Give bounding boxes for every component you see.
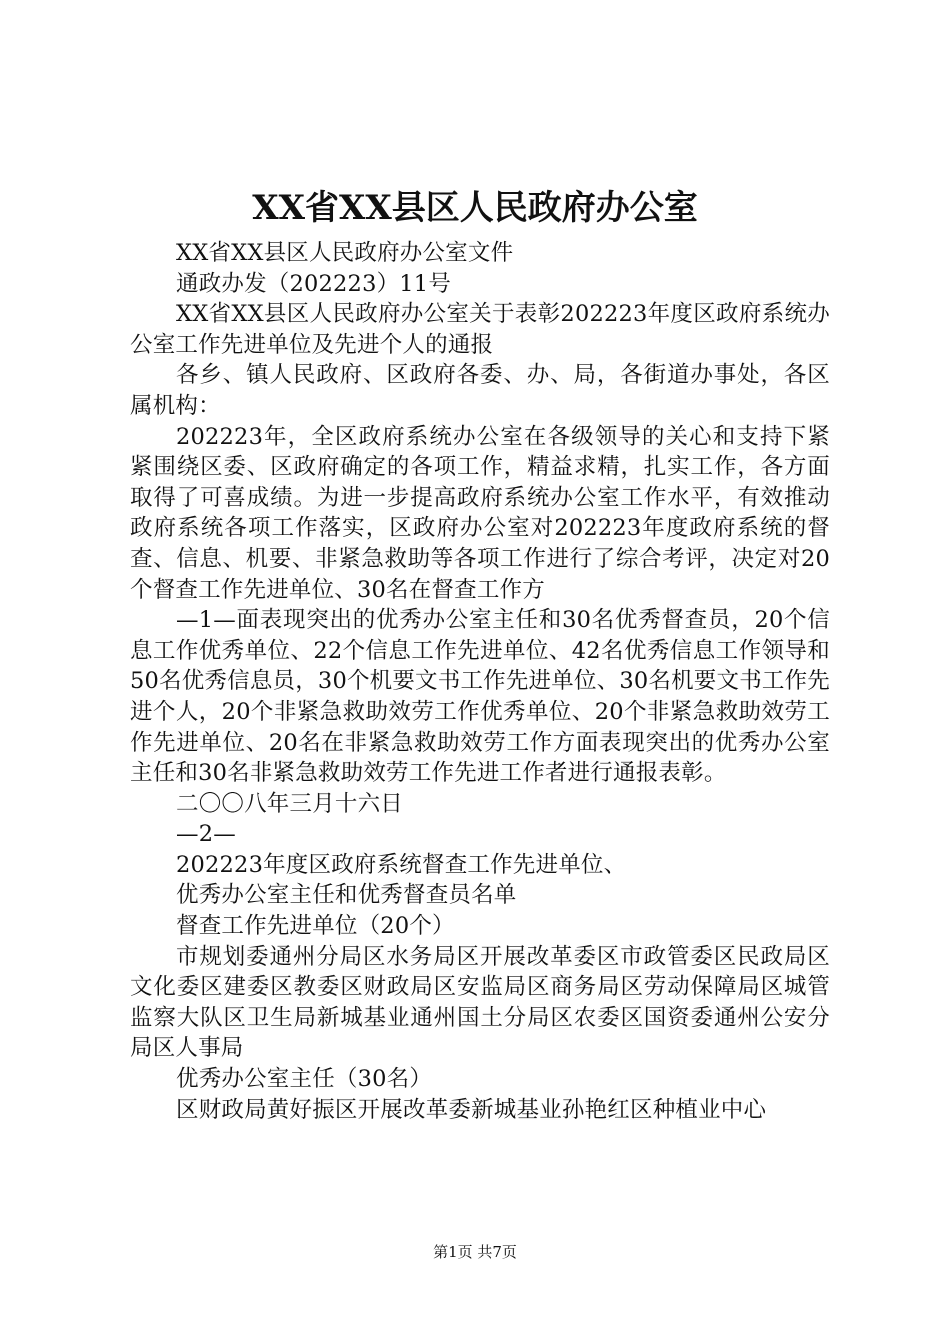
paragraph-list-title-2: 优秀办公室主任和优秀督查员名单 [176,882,517,909]
paragraph-date: 二〇〇八年三月十六日 [176,790,404,817]
paragraph-main-1: 202223年，全区政府系统办公室在各级领导的关心和支持下紧紧围绕区委、区政府确定的各项工作，精益求精，扎实工作，各方面取得了可喜成绩。为进一步提高政府系统办公室工作水平，有效推动政府系统各项工作落实，区政府办公室对202223年度政府系统的督查、信息、机要、非紧急救助等各项工作进行了综合考评，决定对20个督查工作先进单位、30名在督查工作方 [130,423,830,603]
page-footer: 第1页 共7页 [433,1243,517,1261]
paragraph-doc-number: 通政办发（202223）11号 [176,270,452,297]
paragraph-units-list: 市规划委通州分局区水务局区开展改革委区市政管委区民政局区文化委区建委区教委区财政局区安监局区商务局区劳动保障局区城管监察大队区卫生局新城基业通州国土分局区农委区国资委通州公安分局区人事局 [130,943,830,1062]
paragraph-persons-list: 区财政局黄好振区开展改革委新城基业孙艳红区种植业中心 [176,1096,767,1123]
paragraph-list-title-1: 202223年度区政府系统督查工作先进单位、 [176,851,627,878]
paragraph-section-heading: 督查工作先进单位（20个） [176,913,455,940]
paragraph-main-2: —1—面表现突出的优秀办公室主任和30名优秀督查员，20个信息工作优秀单位、22个信息工作先进单位、42名优秀信息工作领导和50名优秀信息员，30个机要文书工作先进单位、30名机要文书工作先进个人，20个非紧急救助效劳工作优秀单位、20个非紧急救助效劳工作先进单位、20名在非紧急救助效劳工作方面表现突出的优秀办公室主任和30名非紧急救助效劳工作先进工作者进行通报表彰。 [130,607,830,787]
paragraph-page-marker: —2— [176,821,236,848]
paragraph-issuer: XX省XX县区人民政府办公室文件 [176,240,514,266]
document-body [130,238,830,1125]
paragraph-subject: XX省XX县区人民政府办公室关于表彰202223年度区政府系统办公室工作先进单位及先进个人的通报 [130,301,830,358]
paragraph-section-heading-2: 优秀办公室主任（30名） [176,1066,433,1093]
paragraph-addressees: 各乡、镇人民政府、区政府各委、办、局，各街道办事处，各区属机构： [130,362,830,419]
document-title: XX省XX县区人民政府办公室 [252,188,698,228]
